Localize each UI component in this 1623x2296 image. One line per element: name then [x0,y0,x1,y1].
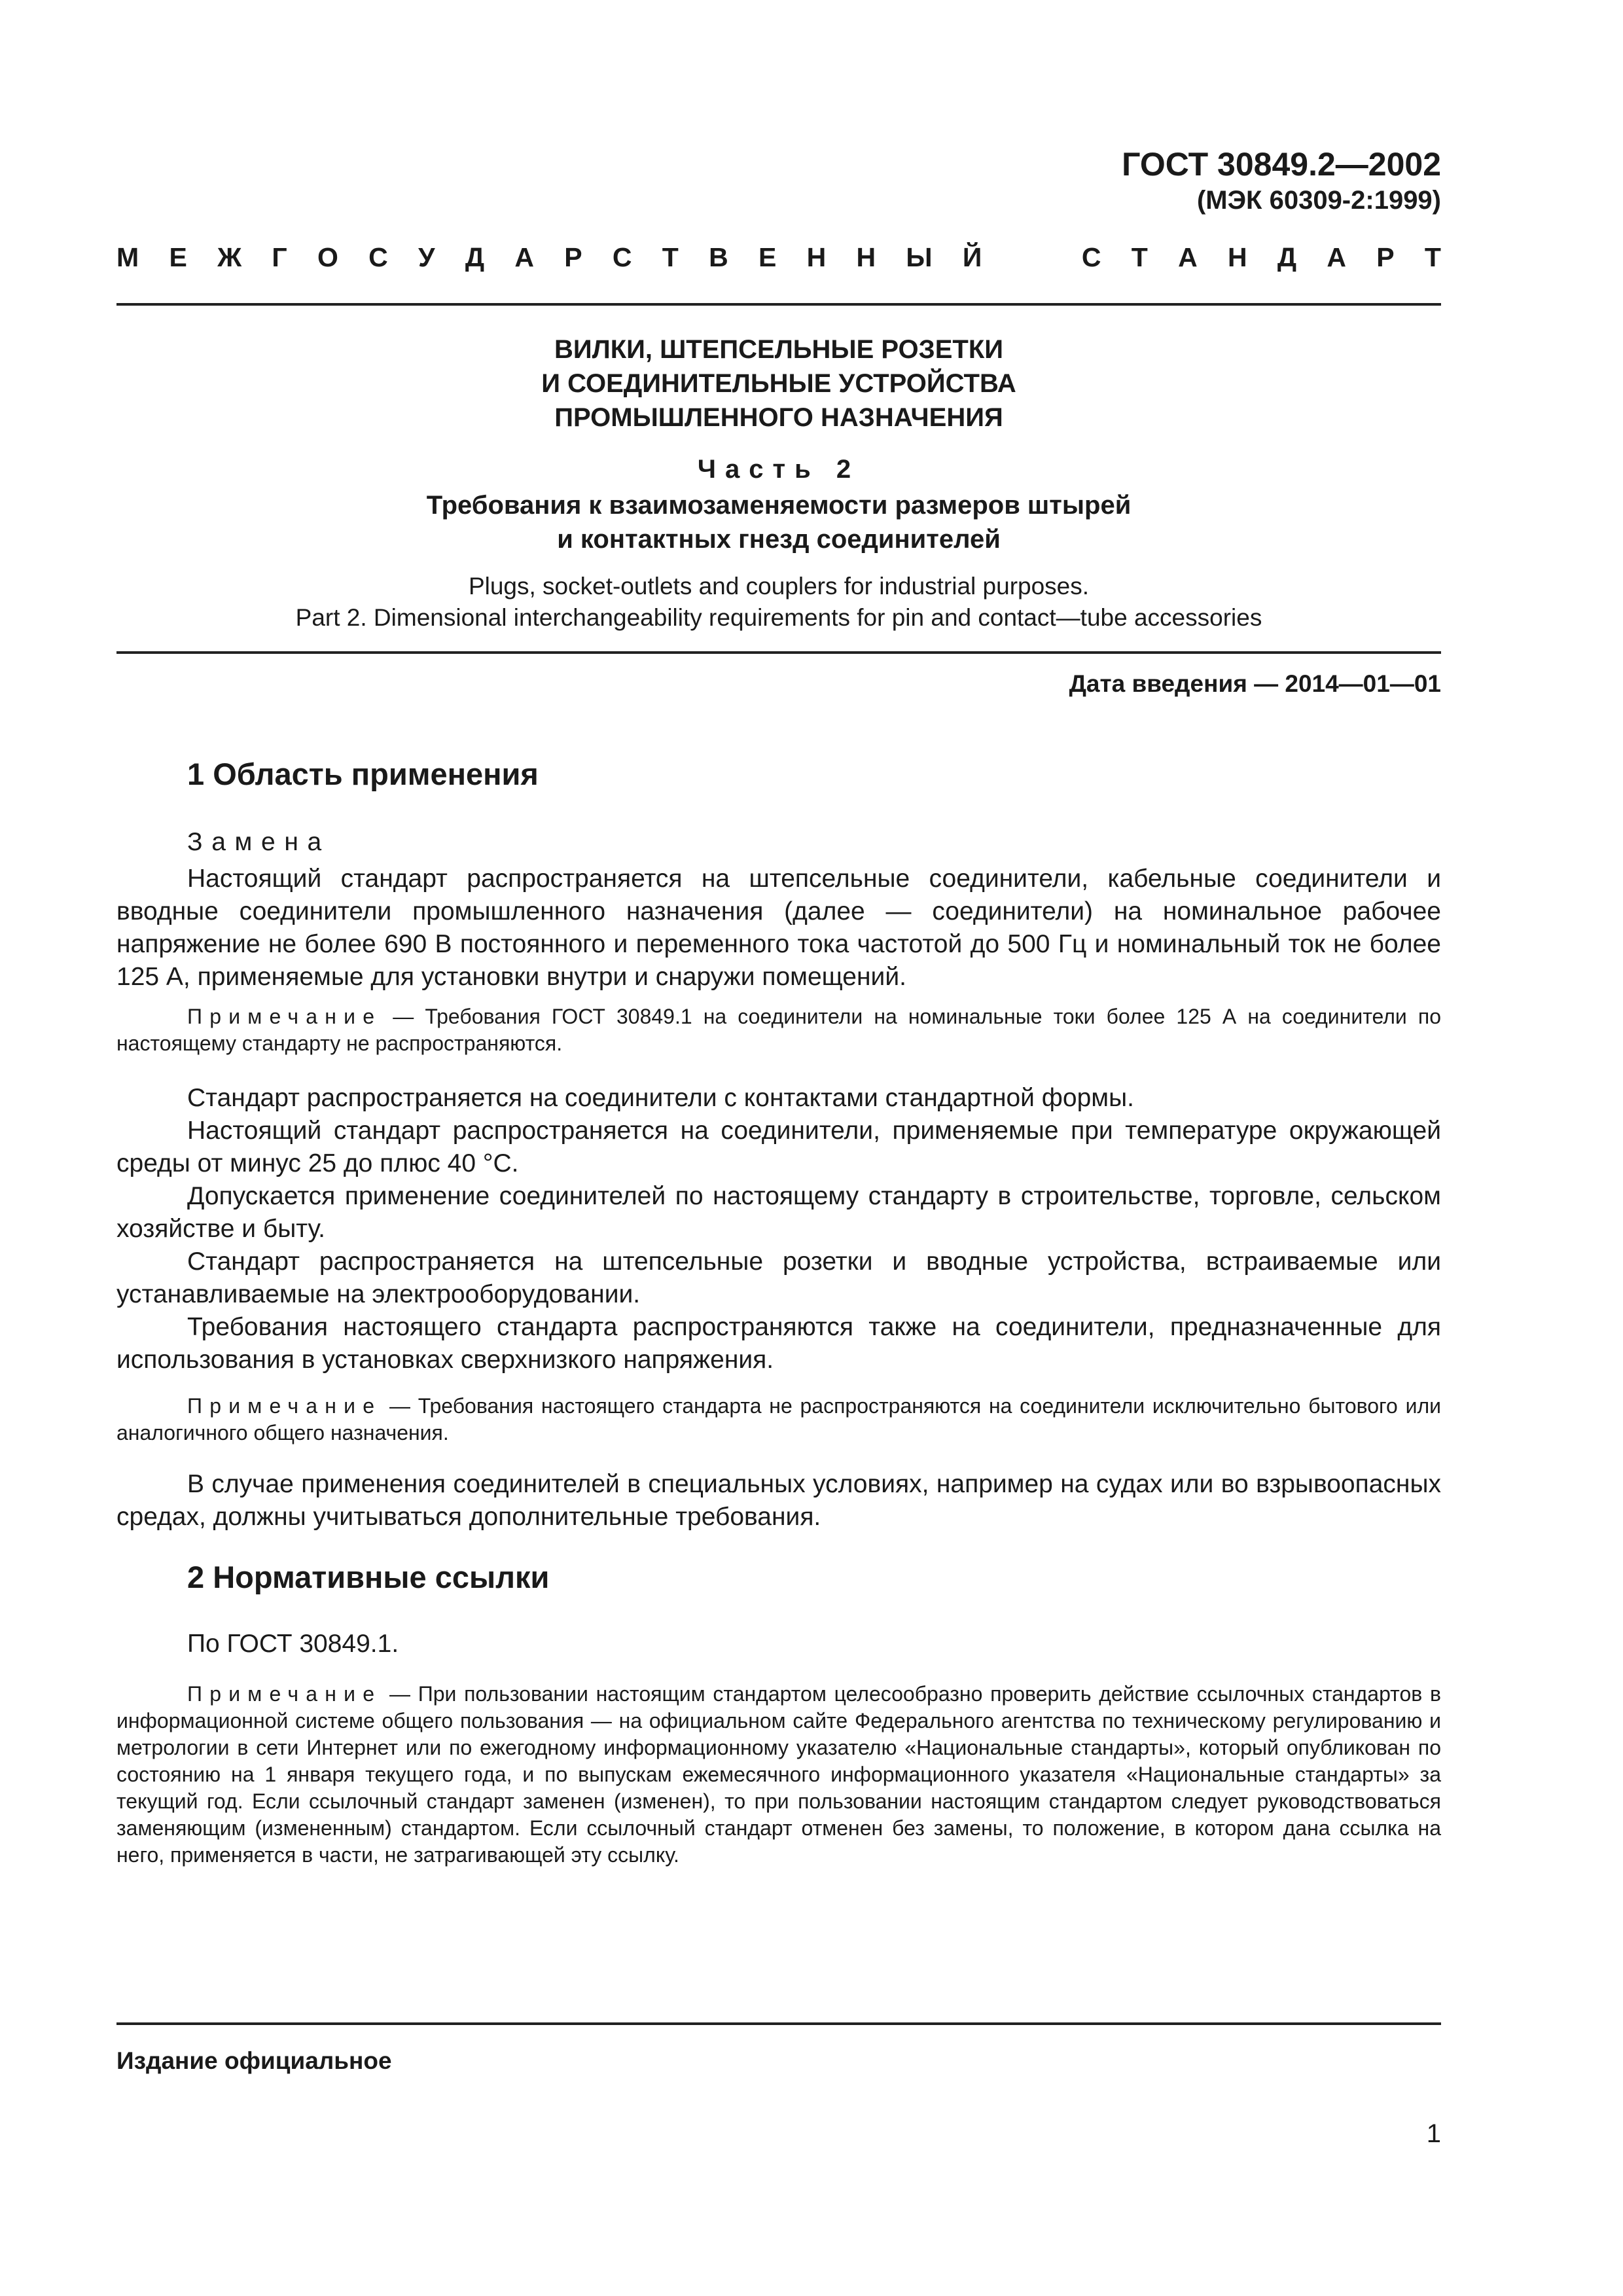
section-1-paragraph-5: Стандарт распространяется на штепсельные розетки и вводные устройства, встраиваемые или устанавливаемые на электрооборудовании. [116,1247,1441,1308]
note-text: — Требования ГОСТ 30849.1 на соединители на номинальные токи более 125 А на соединители по настоящему стандарту не распространяются. [116,1005,1441,1055]
interstate-letter: У [418,242,435,272]
interstate-letter [1012,242,1052,275]
section-1-paragraph-2: Стандарт распространяется на соединители с контактами стандартной формы. [187,1084,1134,1112]
title-line-1: ВИЛКИ, ШТЕПСЕЛЬНЫЕ РОЗЕТКИ [554,335,1003,364]
interstate-letter: Т [1131,242,1148,272]
section-1-paragraph-4: Допускается применение соединителей по настоящему стандарту в строительстве, торговле, сельском хозяйстве и быту. [116,1182,1441,1243]
section-1-note-2 [116,1393,1441,1446]
interstate-letter: Д [465,242,485,272]
interstate-letter: Н [856,242,876,272]
interstate-letter: Р [564,242,582,272]
section-1-paragraph-6: Требования настоящего стандарта распространяются также на соединители, предназначенные для использования в установках сверхнизкого напряжения. [116,1313,1441,1374]
interstate-letter: С [1081,242,1101,272]
note-label: Примечание [187,1005,382,1028]
interstate-letter: М [116,242,139,272]
interstate-letter: Ж [217,242,242,272]
document-subtitle [116,488,1441,556]
interstate-letter: Д [1277,242,1297,272]
interstate-letter: Т [1424,242,1441,272]
title-line-2: И СОЕДИНИТЕЛЬНЫЕ УСТРОЙСТВА [541,369,1016,398]
interstate-letter: Е [758,242,777,272]
note-label: Примечание [187,1394,382,1418]
interstate-letter: Ы [906,242,933,272]
section-2-heading: 2 Нормативные ссылки [187,1560,550,1594]
interstate-letter: А [514,242,534,272]
interstate-letter: О [317,242,338,272]
page-number: 1 [1426,2119,1441,2148]
subtitle-line-1: Требования к взаимозаменяемости размеров штырей [426,491,1132,520]
section-1-paragraph-1: Настоящий стандарт распространяется на штепсельные соединители, кабельные соединители и вводные соединители промышленного назначения (далее — соединители) на номинальное рабочее напряжение не более 690 В постоянного и переменного тока частотой до 500 Гц и номинальный ток не более 125 А, применяемые для установки внутри и снаружи помещений. [116,865,1441,991]
interstate-letter: А [1327,242,1346,272]
footer-rule [116,2022,1441,2025]
interstate-letter: Н [806,242,827,272]
interstate-letter: Г [272,242,287,272]
header-rule [116,303,1441,306]
interstate-letter: В [709,242,728,272]
interstate-letter: С [612,242,632,272]
interstate-letter: А [1178,242,1198,272]
interstate-letter: Н [1227,242,1247,272]
edition-label: Издание официальное [116,2047,392,2074]
interstate-standard-banner [116,242,1441,275]
english-title [116,571,1441,634]
interstate-letter: С [368,242,388,272]
section-1-heading: 1 Область применения [187,757,539,791]
subtitle-line-2: и контактных гнезд соединителей [557,525,1001,554]
title-rule [116,651,1441,654]
replacement-label: Замена [187,828,330,856]
note-text: — Требования настоящего стандарта не распространяются на соединители исключительно бытового или аналогичного общего назначения. [116,1394,1441,1444]
english-title-line-1: Plugs, socket-outlets and couplers for industrial purposes. [468,573,1090,600]
title-line-3: ПРОМЫШЛЕННОГО НАЗНАЧЕНИЯ [554,403,1003,432]
section-2-paragraph-1: По ГОСТ 30849.1. [187,1630,399,1658]
interstate-letter: Е [169,242,187,272]
introduction-date: Дата введения — 2014—01—01 [1069,670,1441,697]
note-label: Примечание [187,1682,382,1706]
section-1-note-1 [116,1003,1441,1057]
interstate-letter: Т [662,242,679,272]
english-title-line-2: Part 2. Dimensional interchangeability requirements for pin and contact—tube accessories [295,604,1262,631]
document-title [116,332,1441,435]
section-1-paragraph-3: Настоящий стандарт распространяется на соединители, применяемые при температуре окружающей среды от минус 25 до плюс 40 °С. [116,1117,1441,1177]
interstate-letter: Р [1376,242,1395,272]
section-2-note [116,1681,1441,1869]
note-text: — При пользовании настоящим стандартом целесообразно проверить действие ссылочных стандартов в информационной системе общего пользования — на официальном сайте Федерального агентства по техническому регулированию и метрологии в сети Интернет или по ежегодному информационному указателю «Национальные стандарты», который опубликован по состоянию на 1 января текущего года, и по выпускам ежемесячного информационного указателя «Национальные стандарты» за текущий год. Если ссылочный стандарт заменен (изменен), то при пользовании настоящим стандартом следует руководствоваться заменяющим (измененным) стандартом. Если ссылочный стандарт отменен без замены, то положение, в котором дана ссылка на него, применяется в части, не затрагивающей эту ссылку. [116,1682,1441,1867]
section-1-paragraph-7: В случае применения соединителей в специальных условиях, например на судах или во взрывоопасных средах, должны учитываться дополнительные требования. [116,1470,1441,1531]
standard-code: ГОСТ 30849.2—2002 [1122,146,1441,183]
iec-code: (МЭК 60309-2:1999) [1196,186,1441,215]
interstate-letter: Й [962,242,982,272]
part-label: Часть 2 [697,455,861,484]
